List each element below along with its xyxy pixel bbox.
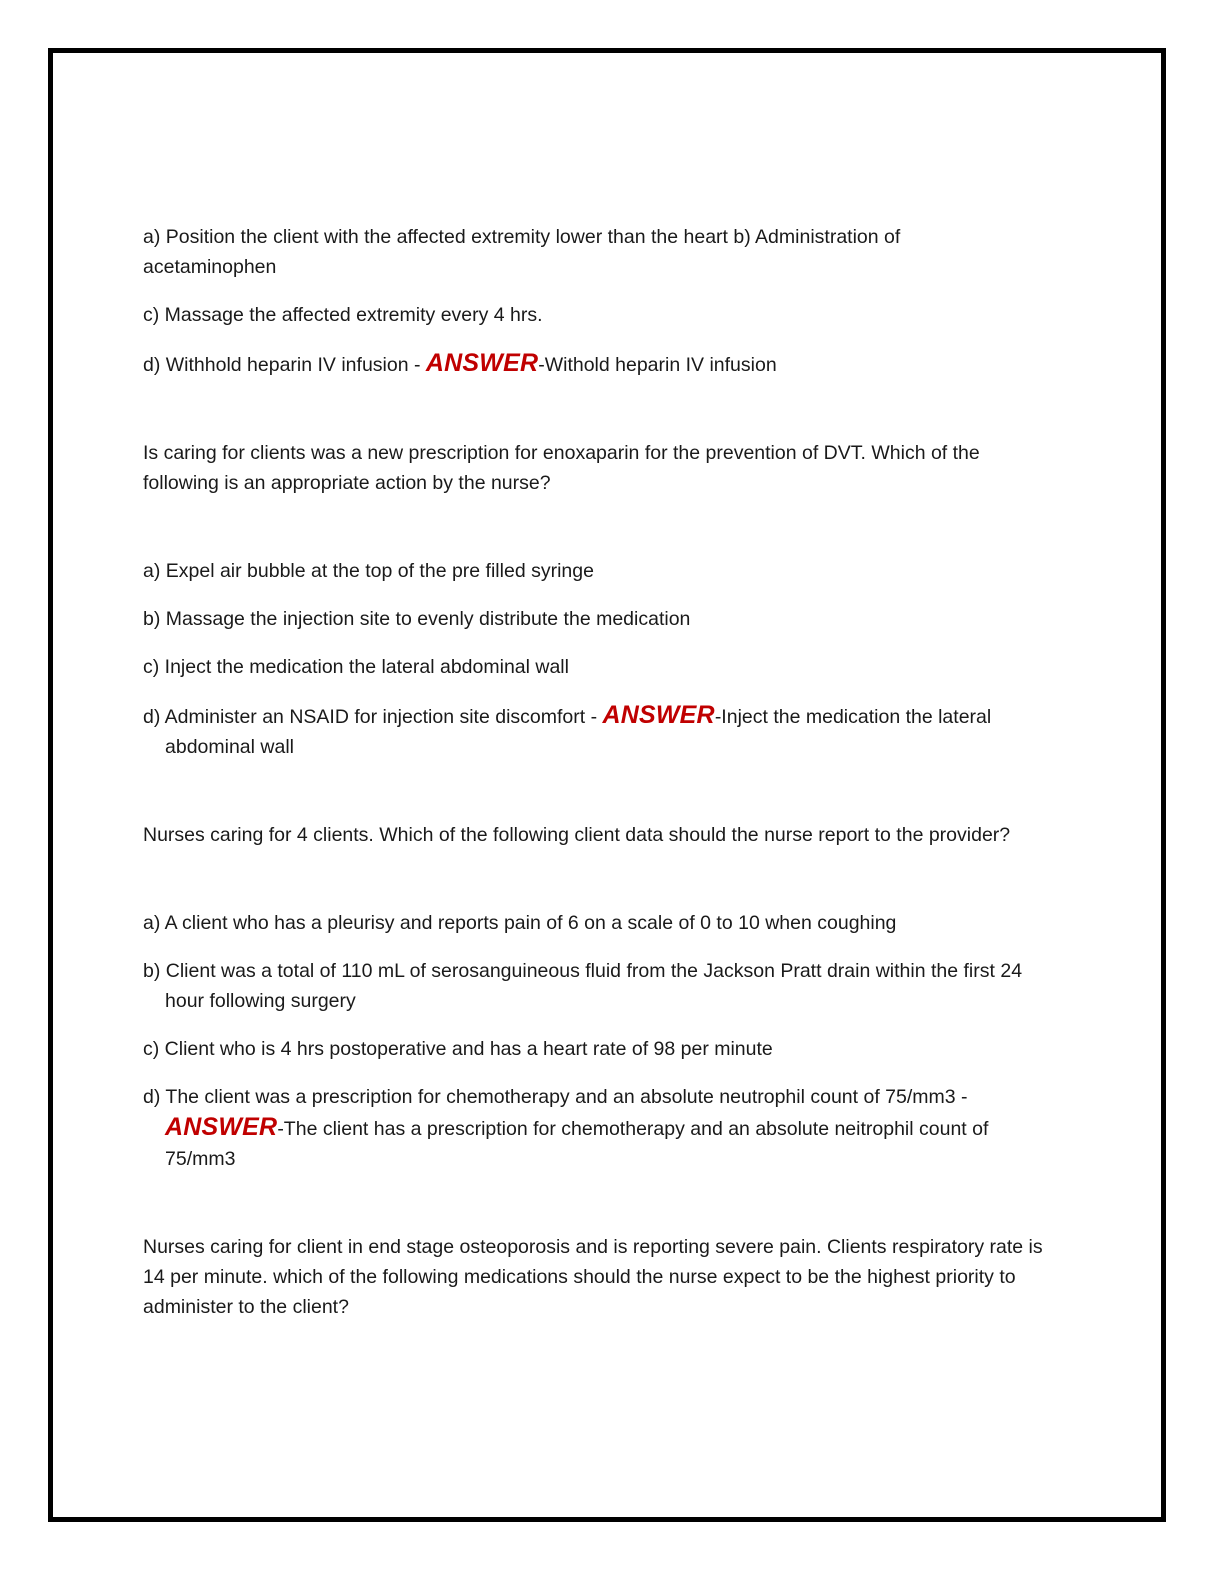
option-c: c) Massage the affected extremity every 4 hrs.	[143, 304, 543, 326]
option-c: c) Inject the medication the lateral abdominal wall	[143, 656, 569, 678]
answer-text-continued: 75/mm3	[165, 1148, 236, 1170]
option-b: b) Client was a total of 110 mL of serosanguineous fluid from the Jackson Pratt drain within the first 24	[143, 960, 1023, 982]
answer-label: ANSWER	[165, 1113, 278, 1141]
option-d-with-answer	[143, 700, 1073, 732]
option-c: c) Client who is 4 hrs postoperative and has a heart rate of 98 per minute	[143, 1038, 773, 1060]
answer-text: -Inject the medication the lateral	[714, 706, 992, 728]
answer-text: -The client has a prescription for chemotherapy and an absolute neitrophil count of	[277, 1118, 989, 1140]
answer-text: -Withold heparin IV infusion	[538, 354, 777, 376]
option-a: a) A client who has a pleurisy and reports pain of 6 on a scale of 0 to 10 when coughing	[143, 912, 897, 934]
option-d: d) The client was a prescription for chemotherapy and an absolute neutrophil count of 75/mm3 -	[143, 1086, 968, 1108]
option-a: a) Expel air bubble at the top of the pre filled syringe	[143, 560, 594, 582]
option-d-text: d) Withhold heparin IV infusion -	[143, 354, 426, 376]
answer-line	[143, 1112, 1073, 1144]
option-d-with-answer	[143, 348, 1073, 380]
option-b-continued: hour following surgery	[165, 990, 356, 1012]
option-a: a) Position the client with the affected extremity lower than the heart b) Administration of	[143, 226, 901, 248]
option-d-text: d) Administer an NSAID for injection site discomfort -	[143, 706, 603, 728]
question-text-continued: following is an appropriate action by the nurse?	[143, 472, 551, 494]
option-b: b) Massage the injection site to evenly distribute the medication	[143, 608, 691, 630]
answer-label: ANSWER	[425, 349, 539, 377]
answer-label: ANSWER	[602, 701, 715, 729]
document-content	[143, 222, 1073, 1322]
question-text: Is caring for clients was a new prescription for enoxaparin for the prevention of DVT. Which of the	[143, 442, 980, 464]
option-a-continued: acetaminophen	[143, 256, 277, 278]
question-text: Nurses caring for client in end stage osteoporosis and is reporting severe pain. Clients respiratory rate is	[143, 1236, 1043, 1258]
question-text-continued: 14 per minute. which of the following medications should the nurse expect to be the highest priority to	[143, 1266, 1016, 1288]
answer-text-continued: abdominal wall	[165, 736, 294, 758]
question-text-continued: administer to the client?	[143, 1296, 349, 1318]
question-text: Nurses caring for 4 clients. Which of the following client data should the nurse report to the provider?	[143, 824, 1011, 846]
